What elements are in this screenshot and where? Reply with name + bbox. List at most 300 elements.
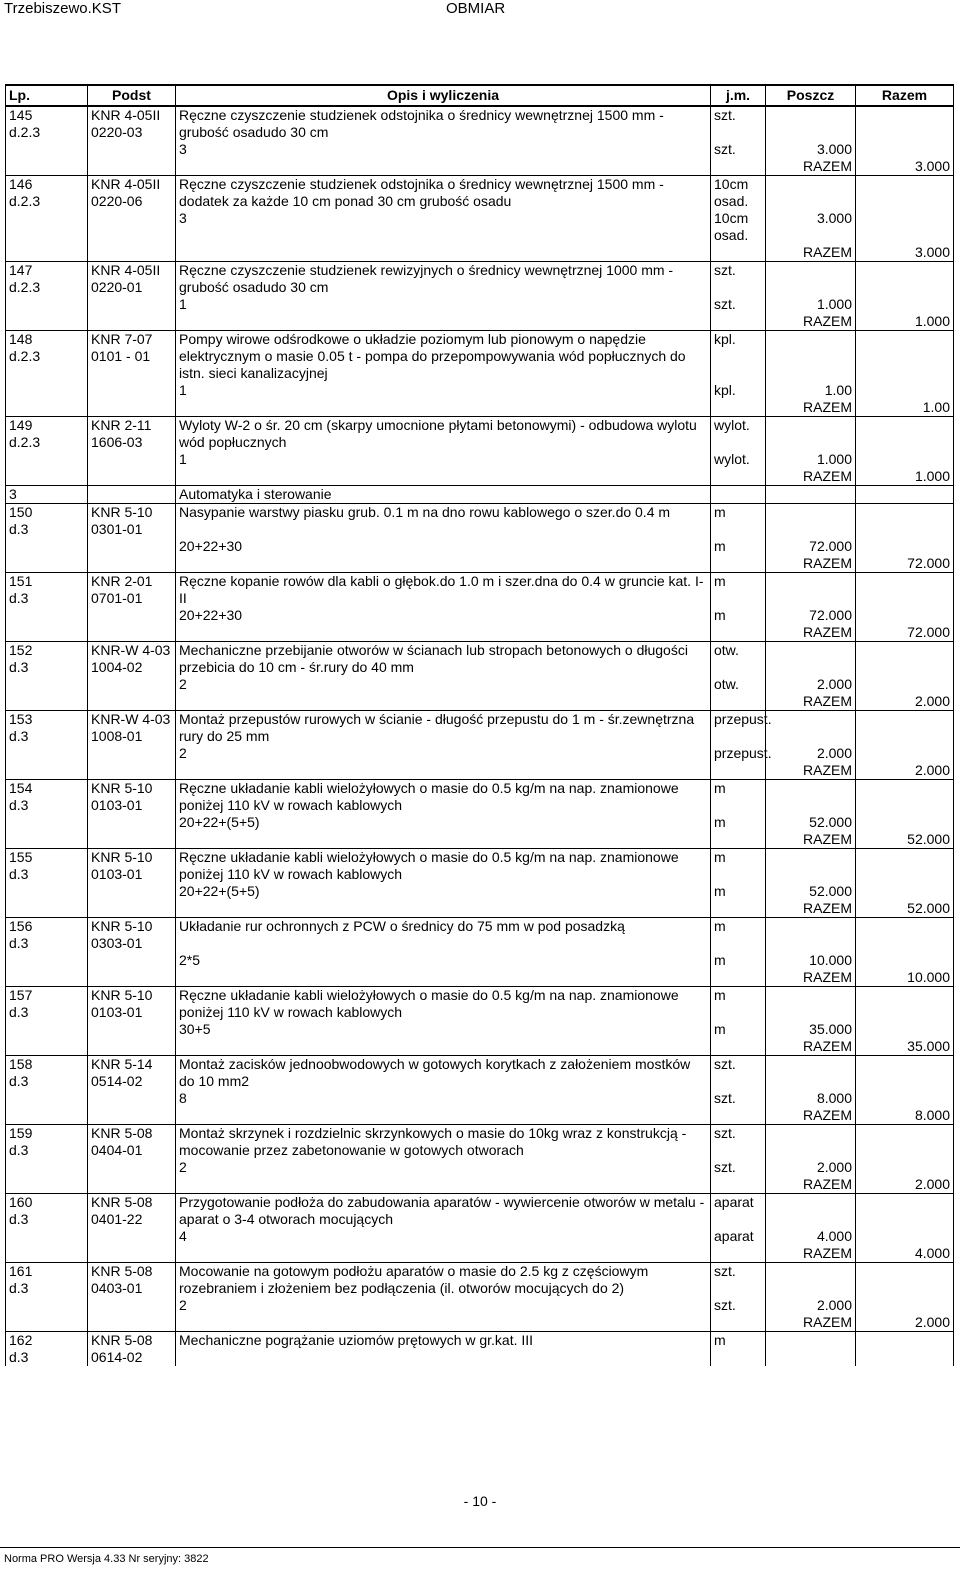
calc-poszcz: 4.000 [766, 1228, 856, 1245]
razem-lp-empty [6, 1038, 88, 1056]
calc-poszcz: 35.000 [766, 1021, 856, 1038]
razem-lp-empty [6, 1107, 88, 1125]
calc-lp-empty [6, 676, 88, 693]
razem-jm-empty [711, 1314, 766, 1332]
calc-poszcz: 10.000 [766, 952, 856, 969]
row-jm: przepust. [711, 711, 766, 746]
razem-label: RAZEM [766, 1107, 856, 1125]
calc-unit: przepust. [711, 745, 766, 762]
row-podst: KNR 5-08 0404-01 [88, 1125, 176, 1160]
row-razem-empty [856, 987, 954, 1022]
row-lp-number: 155 [9, 849, 33, 865]
row-poszcz-empty [766, 417, 856, 452]
calc-lp-empty [6, 745, 88, 762]
razem-jm-empty [711, 624, 766, 642]
razem-jm-empty [711, 900, 766, 918]
calc-razem-empty [856, 382, 954, 399]
row-lp-ref: d.3 [9, 866, 29, 882]
razem-podst-empty [88, 969, 176, 987]
razem-lp-empty [6, 900, 88, 918]
calc-expression: 30+5 [176, 1021, 711, 1038]
col-header-jm: j.m. [711, 85, 766, 106]
razem-podst-empty [88, 399, 176, 417]
page-header [0, 0, 960, 17]
calc-lp-empty [6, 883, 88, 900]
calc-expression: 1 [176, 451, 711, 468]
razem-row [6, 555, 954, 573]
razem-row [6, 1314, 954, 1332]
razem-row [6, 1176, 954, 1194]
table-row [6, 918, 954, 953]
calc-lp-empty [6, 382, 88, 399]
razem-lp-empty [6, 969, 88, 987]
row-opis: Ręczne układanie kabli wielożyłowych o masie do 0.5 kg/m na nap. znamionowe poniżej 110 kV w rowach kablowych [176, 849, 711, 884]
row-opis: Pompy wirowe odśrodkowe o układzie poziomym lub pionowym o napędzie elektrycznym o masie 0.05 t - pompa do przepompowywania wód popłucznych do istn. sieci kanalizacyjnej [176, 331, 711, 383]
razem-value: 2.000 [856, 762, 954, 780]
razem-lp-empty [6, 1314, 88, 1332]
razem-label: RAZEM [766, 468, 856, 486]
row-lp [6, 711, 88, 746]
row-podst: KNR 4-05II 0220-03 [88, 106, 176, 141]
razem-opis-empty [176, 399, 711, 417]
calc-razem-empty [856, 745, 954, 762]
razem-jm-empty [711, 1107, 766, 1125]
calc-expression: 1 [176, 382, 711, 399]
razem-opis-empty [176, 900, 711, 918]
razem-label: RAZEM [766, 624, 856, 642]
row-razem-empty [856, 573, 954, 608]
razem-lp-empty [6, 624, 88, 642]
row-lp [6, 262, 88, 297]
razem-row [6, 1245, 954, 1263]
calc-row [6, 382, 954, 399]
razem-lp-empty [6, 244, 88, 262]
row-podst: KNR 5-10 0103-01 [88, 987, 176, 1022]
row-razem-empty [856, 417, 954, 452]
row-lp-number: 154 [9, 780, 33, 796]
row-podst: KNR-W 4-03 1008-01 [88, 711, 176, 746]
calc-unit: m [711, 814, 766, 831]
row-razem-empty [856, 331, 954, 383]
razem-podst-empty [88, 313, 176, 331]
row-lp-ref: d.3 [9, 521, 29, 537]
calc-expression: 20+22+30 [176, 607, 711, 624]
row-podst: KNR 2-11 1606-03 [88, 417, 176, 452]
row-razem-empty [856, 1056, 954, 1091]
row-opis: Układanie rur ochronnych z PCW o średnicy do 75 mm w pod posadzką [176, 918, 711, 953]
row-lp [6, 1263, 88, 1298]
calc-row [6, 745, 954, 762]
razem-label: RAZEM [766, 1245, 856, 1263]
calc-unit: szt. [711, 141, 766, 158]
row-lp [6, 1056, 88, 1091]
row-poszcz-empty [766, 1263, 856, 1298]
razem-lp-empty [6, 693, 88, 711]
calc-podst-empty [88, 814, 176, 831]
calc-expression: 2 [176, 676, 711, 693]
razem-opis-empty [176, 969, 711, 987]
calc-poszcz: 2.000 [766, 1159, 856, 1176]
calc-podst-empty [88, 1021, 176, 1038]
razem-row [6, 244, 954, 262]
row-lp-number: 147 [9, 262, 33, 278]
col-header-poszcz: Poszcz [766, 85, 856, 106]
page-number: - 10 - [463, 1493, 497, 1509]
calc-unit: m [711, 607, 766, 624]
row-poszcz-empty [766, 176, 856, 211]
row-razem-empty [856, 849, 954, 884]
razem-jm-empty [711, 1245, 766, 1263]
table-row [6, 504, 954, 539]
razem-lp-empty [6, 1245, 88, 1263]
calc-podst-empty [88, 607, 176, 624]
measurement-table [5, 84, 954, 1366]
calc-expression: 2 [176, 1159, 711, 1176]
razem-row [6, 762, 954, 780]
razem-row [6, 1038, 954, 1056]
razem-row [6, 831, 954, 849]
row-lp-ref: d.3 [9, 659, 29, 675]
razem-lp-empty [6, 158, 88, 176]
table-body-part-2 [6, 504, 954, 1367]
razem-opis-empty [176, 624, 711, 642]
razem-value: 35.000 [856, 1038, 954, 1056]
calc-row [6, 538, 954, 555]
calc-row [6, 607, 954, 624]
razem-podst-empty [88, 831, 176, 849]
row-podst: KNR 5-10 0103-01 [88, 849, 176, 884]
calc-lp-empty [6, 1297, 88, 1314]
razem-podst-empty [88, 1314, 176, 1332]
calc-razem-empty [856, 952, 954, 969]
row-podst: KNR 5-08 0403-01 [88, 1263, 176, 1298]
calc-unit: kpl. [711, 382, 766, 399]
razem-jm-empty [711, 969, 766, 987]
row-lp-number: 150 [9, 504, 33, 520]
calc-row [6, 296, 954, 313]
razem-row [6, 399, 954, 417]
razem-opis-empty [176, 762, 711, 780]
razem-value: 1.000 [856, 313, 954, 331]
row-lp-ref: d.3 [9, 1211, 29, 1227]
calc-row [6, 883, 954, 900]
calc-expression: 20+22+(5+5) [176, 814, 711, 831]
razem-podst-empty [88, 762, 176, 780]
row-podst: KNR 4-05II 0220-06 [88, 176, 176, 211]
row-razem-empty [856, 1125, 954, 1160]
calc-razem-empty [856, 1090, 954, 1107]
razem-jm-empty [711, 555, 766, 573]
row-lp-ref: d.3 [9, 590, 29, 606]
calc-poszcz: 1.000 [766, 451, 856, 468]
razem-value: 4.000 [856, 1245, 954, 1263]
calc-row [6, 210, 954, 244]
row-lp-number: 148 [9, 331, 33, 347]
razem-opis-empty [176, 244, 711, 262]
row-jm: m [711, 849, 766, 884]
row-lp-ref: d.3 [9, 1004, 29, 1020]
calc-razem-empty [856, 676, 954, 693]
row-poszcz-empty [766, 780, 856, 815]
row-jm: otw. [711, 642, 766, 677]
calc-poszcz: 3.000 [766, 210, 856, 244]
calc-podst-empty [88, 745, 176, 762]
razem-label: RAZEM [766, 399, 856, 417]
calc-expression: 20+22+30 [176, 538, 711, 555]
col-header-opis: Opis i wyliczenia [176, 85, 711, 106]
row-razem-empty [856, 262, 954, 297]
calc-podst-empty [88, 210, 176, 244]
calc-unit: szt. [711, 1297, 766, 1314]
razem-opis-empty [176, 1038, 711, 1056]
row-jm: m [711, 573, 766, 608]
row-poszcz-empty [766, 642, 856, 677]
row-jm: szt. [711, 1263, 766, 1298]
razem-opis-empty [176, 158, 711, 176]
calc-poszcz: 52.000 [766, 814, 856, 831]
calc-podst-empty [88, 676, 176, 693]
calc-poszcz: 2.000 [766, 676, 856, 693]
row-lp [6, 987, 88, 1022]
table-row [6, 262, 954, 297]
razem-podst-empty [88, 693, 176, 711]
razem-value: 2.000 [856, 1176, 954, 1194]
razem-jm-empty [711, 468, 766, 486]
calc-expression: 3 [176, 141, 711, 158]
row-lp-ref: d.3 [9, 1349, 29, 1365]
row-opis: Montaż skrzynek i rozdzielnic skrzynkowych o masie do 10kg wraz z konstrukcją - mocowanie przez zabetonowanie w gotowych otworach [176, 1125, 711, 1160]
row-poszcz-empty [766, 262, 856, 297]
row-jm: m [711, 918, 766, 953]
calc-podst-empty [88, 538, 176, 555]
row-opis: Mechaniczne przebijanie otworów w ścianach lub stropach betonowych o długości przebicia do 10 cm - śr.rury do 40 mm [176, 642, 711, 677]
razem-opis-empty [176, 1245, 711, 1263]
calc-unit: szt. [711, 1159, 766, 1176]
calc-poszcz: 3.000 [766, 141, 856, 158]
table-header-row [6, 85, 954, 106]
row-jm: m [711, 987, 766, 1022]
razem-row [6, 158, 954, 176]
row-lp-number: 159 [9, 1125, 33, 1141]
razem-podst-empty [88, 1038, 176, 1056]
razem-podst-empty [88, 158, 176, 176]
calc-razem-empty [856, 1228, 954, 1245]
razem-podst-empty [88, 244, 176, 262]
calc-razem-empty [856, 1159, 954, 1176]
razem-row [6, 313, 954, 331]
table-row [6, 1263, 954, 1298]
table-row [6, 331, 954, 383]
razem-label: RAZEM [766, 831, 856, 849]
razem-value: 2.000 [856, 1314, 954, 1332]
razem-value: 72.000 [856, 624, 954, 642]
razem-value: 72.000 [856, 555, 954, 573]
razem-podst-empty [88, 900, 176, 918]
razem-opis-empty [176, 693, 711, 711]
calc-razem-empty [856, 607, 954, 624]
calc-podst-empty [88, 451, 176, 468]
header-title: OBMIAR [446, 0, 506, 17]
calc-lp-empty [6, 538, 88, 555]
row-jm: szt. [711, 262, 766, 297]
calc-expression: 4 [176, 1228, 711, 1245]
calc-lp-empty [6, 141, 88, 158]
table-body-part-1 [6, 106, 954, 486]
razem-value: 52.000 [856, 831, 954, 849]
table-row [6, 176, 954, 211]
calc-lp-empty [6, 451, 88, 468]
row-jm: szt. [711, 1125, 766, 1160]
razem-label: RAZEM [766, 693, 856, 711]
row-podst: KNR 5-10 0301-01 [88, 504, 176, 539]
row-lp-number: 160 [9, 1194, 33, 1210]
row-lp-ref: d.3 [9, 797, 29, 813]
razem-opis-empty [176, 468, 711, 486]
table-row [6, 417, 954, 452]
calc-unit: otw. [711, 676, 766, 693]
table-row [6, 780, 954, 815]
calc-row [6, 1090, 954, 1107]
calc-poszcz: 2.000 [766, 745, 856, 762]
row-lp-ref: d.3 [9, 1280, 29, 1296]
section-title: Automatyka i sterowanie [176, 486, 711, 504]
razem-jm-empty [711, 158, 766, 176]
razem-label: RAZEM [766, 158, 856, 176]
row-opis: Przygotowanie podłoża do zabudowania aparatów - wywiercenie otworów w metalu - aparat o 3-4 otworach mocujących [176, 1194, 711, 1229]
calc-unit: szt. [711, 1090, 766, 1107]
row-lp-number: 157 [9, 987, 33, 1003]
razem-opis-empty [176, 1107, 711, 1125]
col-header-lp: Lp. [6, 85, 88, 106]
razem-lp-empty [6, 399, 88, 417]
razem-jm-empty [711, 762, 766, 780]
calc-lp-empty [6, 1228, 88, 1245]
razem-jm-empty [711, 1176, 766, 1194]
razem-value: 8.000 [856, 1107, 954, 1125]
row-lp-ref: d.2.3 [9, 348, 41, 364]
table-row [6, 849, 954, 884]
calc-expression: 8 [176, 1090, 711, 1107]
row-lp-number: 153 [9, 711, 33, 727]
footer-software-info: Norma PRO Wersja 4.33 Nr seryjny: 3822 [4, 1553, 209, 1565]
row-jm: 10cm osad. [711, 176, 766, 211]
row-jm: kpl. [711, 331, 766, 383]
row-opis: Ręczne układanie kabli wielożyłowych o masie do 0.5 kg/m na nap. znamionowe poniżej 110 kV w rowach kablowych [176, 780, 711, 815]
razem-jm-empty [711, 399, 766, 417]
razem-opis-empty [176, 1314, 711, 1332]
row-poszcz-empty [766, 1332, 856, 1367]
calc-podst-empty [88, 1090, 176, 1107]
row-poszcz-empty [766, 331, 856, 383]
row-jm: wylot. [711, 417, 766, 452]
row-jm: aparat [711, 1194, 766, 1229]
row-opis: Ręczne układanie kabli wielożyłowych o masie do 0.5 kg/m na nap. znamionowe poniżej 110 kV w rowach kablowych [176, 987, 711, 1022]
row-opis: Montaż przepustów rurowych w ścianie - długość przepustu do 1 m - śr.zewnętrzna rury do 25 mm [176, 711, 711, 746]
calc-lp-empty [6, 1159, 88, 1176]
calc-unit: m [711, 952, 766, 969]
calc-lp-empty [6, 1090, 88, 1107]
calc-lp-empty [6, 952, 88, 969]
razem-value: 3.000 [856, 158, 954, 176]
row-lp-number: 161 [9, 1263, 33, 1279]
section-header-row [6, 486, 954, 504]
row-lp [6, 1125, 88, 1160]
table-row [6, 1332, 954, 1367]
row-podst: KNR 5-08 0614-02 [88, 1332, 176, 1367]
header-filename: Trzebiszewo.KST [4, 0, 121, 17]
razem-lp-empty [6, 555, 88, 573]
row-lp-ref: d.2.3 [9, 279, 41, 295]
row-poszcz-empty [766, 711, 856, 746]
row-lp-ref: d.2.3 [9, 434, 41, 450]
razem-value: 3.000 [856, 244, 954, 262]
calc-row [6, 676, 954, 693]
row-lp-number: 152 [9, 642, 33, 658]
razem-label: RAZEM [766, 1314, 856, 1332]
row-lp-ref: d.3 [9, 935, 29, 951]
row-razem-empty [856, 1332, 954, 1367]
calc-podst-empty [88, 1297, 176, 1314]
calc-poszcz: 52.000 [766, 883, 856, 900]
calc-unit: m [711, 883, 766, 900]
razem-label: RAZEM [766, 555, 856, 573]
row-lp [6, 106, 88, 141]
row-lp [6, 331, 88, 383]
razem-label: RAZEM [766, 1038, 856, 1056]
row-opis: Ręczne kopanie rowów dla kabli o głębok.do 1.0 m i szer.dna do 0.4 w gruncie kat. I-II [176, 573, 711, 608]
row-opis: Mechaniczne pogrążanie uziomów prętowych w gr.kat. III [176, 1332, 711, 1367]
row-lp-ref: d.3 [9, 728, 29, 744]
calc-expression: 2 [176, 745, 711, 762]
section-number: 3 [6, 486, 88, 504]
row-lp-ref: d.3 [9, 1073, 29, 1089]
calc-podst-empty [88, 883, 176, 900]
razem-label: RAZEM [766, 313, 856, 331]
razem-podst-empty [88, 1176, 176, 1194]
col-header-razem: Razem [856, 85, 954, 106]
razem-jm-empty [711, 313, 766, 331]
row-podst: KNR 5-14 0514-02 [88, 1056, 176, 1091]
row-opis: Ręczne czyszczenie studzienek odstojnika o średnicy wewnętrznej 1500 mm - dodatek za każde 10 cm ponad 30 cm grubość osadu [176, 176, 711, 211]
row-lp-number: 162 [9, 1332, 33, 1348]
calc-expression: 3 [176, 210, 711, 244]
row-lp-number: 145 [9, 107, 33, 123]
razem-label: RAZEM [766, 244, 856, 262]
razem-jm-empty [711, 831, 766, 849]
row-podst: KNR-W 4-03 1004-02 [88, 642, 176, 677]
razem-label: RAZEM [766, 900, 856, 918]
razem-opis-empty [176, 1176, 711, 1194]
row-podst: KNR 5-10 0103-01 [88, 780, 176, 815]
row-opis: Ręczne czyszczenie studzienek odstojnika o średnicy wewnętrznej 1500 mm - grubość osadudo 30 cm [176, 106, 711, 141]
calc-podst-empty [88, 141, 176, 158]
calc-expression: 20+22+(5+5) [176, 883, 711, 900]
row-razem-empty [856, 780, 954, 815]
razem-opis-empty [176, 831, 711, 849]
razem-label: RAZEM [766, 762, 856, 780]
razem-row [6, 1107, 954, 1125]
calc-razem-empty [856, 296, 954, 313]
row-lp [6, 573, 88, 608]
table-row [6, 711, 954, 746]
table-row [6, 1056, 954, 1091]
calc-podst-empty [88, 296, 176, 313]
row-poszcz-empty [766, 1056, 856, 1091]
razem-row [6, 624, 954, 642]
razem-lp-empty [6, 831, 88, 849]
calc-lp-empty [6, 296, 88, 313]
calc-expression: 1 [176, 296, 711, 313]
